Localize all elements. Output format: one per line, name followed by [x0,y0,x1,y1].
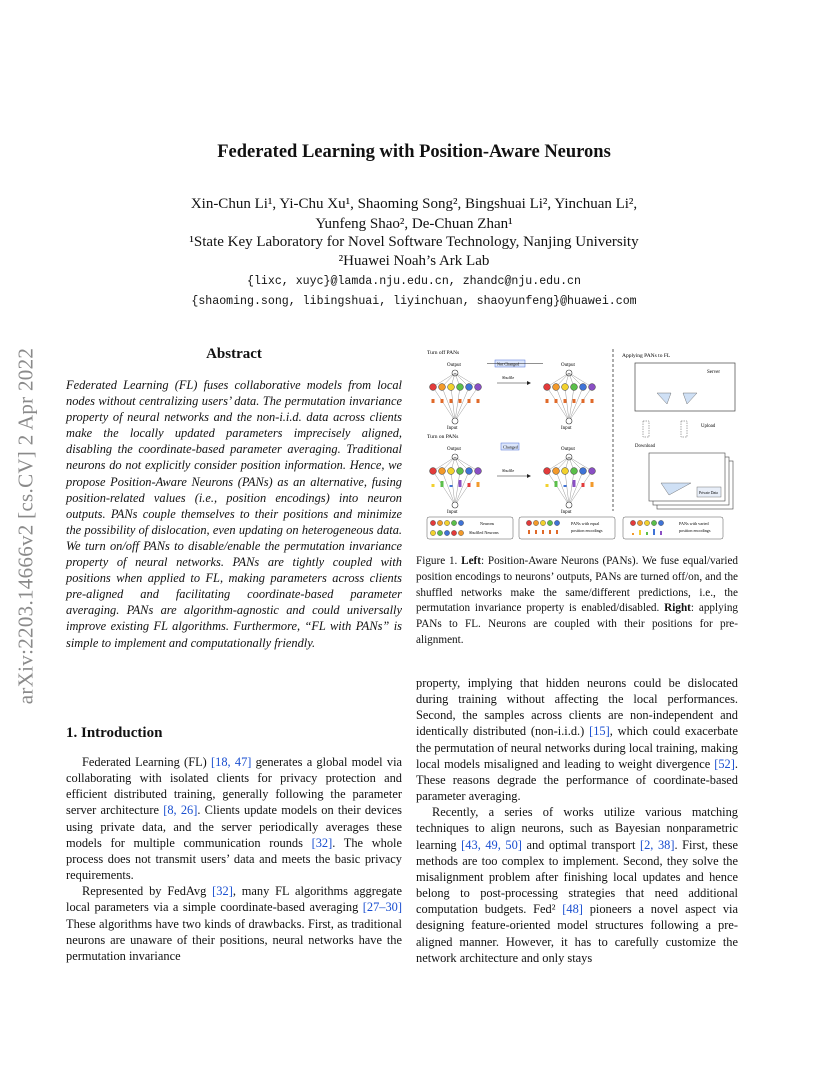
legend-pan-varied-mark [658,520,663,525]
hidden-neuron [562,384,569,391]
legend-equal-bar [542,530,544,534]
right-column-body [416,675,738,966]
legend-varied-bar [653,529,655,535]
hidden-neuron [553,468,560,475]
legend-equal-bar [535,530,537,534]
hidden-neuron [589,384,596,391]
changed-tag: Changed [503,444,518,450]
output-label: Output [447,363,461,368]
input-neuron [452,418,458,424]
intro-paragraph-2: Represented by FedAvg [32], many FL algorithms aggregate local parameters via a simple coordinate-based averaging [27–30] These algorithms have two kinds of drawbacks. First, as traditional neurons are unaware of their positions, neural networks have the permutation invariance [66,884,402,963]
hidden-neuron [457,384,464,391]
citation-link[interactable]: [43, 49, 50] [461,837,522,852]
citation-link[interactable]: [2, 38] [639,837,675,852]
author-list [100,194,728,234]
hidden-neuron [562,468,569,475]
hidden-neuron [571,384,578,391]
hidden-neuron [553,384,560,391]
hidden-neuron [571,468,578,475]
position-encoding-bar [441,481,444,487]
turn-on-label: Turn on PANs [427,434,459,440]
left-column-body [66,754,402,964]
hidden-neuron [457,468,464,475]
legend-pans-equal-2: position encodings [571,528,603,533]
position-encoding-bar [468,483,471,487]
hidden-neuron [466,384,473,391]
legend-pan-equal-mark [533,520,538,525]
legend-varied-bar [660,531,662,535]
citation-link[interactable]: [52] [714,756,735,771]
legend-pan-varied-mark [630,520,635,525]
legend-neuron-mark [451,520,456,525]
output-label: Output [447,447,461,452]
arxiv-sidebar-stamp [8,296,44,756]
citation-link[interactable]: [8, 26] [163,803,198,818]
legend-varied-bar [646,532,648,535]
hidden-neuron [475,384,482,391]
position-encoding-bar [450,485,453,487]
hidden-neuron [439,384,446,391]
hidden-neuron [430,384,437,391]
hidden-neuron [580,384,587,391]
applying-label: Applying PANs to FL [622,353,671,359]
input-neuron [566,418,572,424]
introduction-heading: 1. Introduction [66,725,163,741]
authors-line-1: Xin-Chun Li¹, Yi-Chu Xu¹, Shaoming Song², Bingshuai Li², Yinchuan Li², [190,196,638,212]
position-encoding-bar [582,483,585,487]
legend-neuron-mark [437,520,442,525]
arxiv-id: arXiv:2203.14666v2 [cs.CV] 2 Apr 2022 [13,347,38,705]
citation-link[interactable]: [48] [562,902,583,917]
hidden-neuron [448,468,455,475]
shuffle-label: Shuffle [502,375,515,380]
legend-pan-varied-mark [651,520,656,525]
affiliation-1: ¹State Key Laboratory for Novel Software Technology, Nanjing University [189,234,639,250]
citation-link[interactable]: [32] [311,835,333,850]
turn-off-label: Turn off PANs [427,350,460,356]
authors-line-2: Yunfeng Shao², De-Chuan Zhan¹ [315,216,513,232]
affiliation-2: ²Huawei Noah’s Ark Lab [338,253,490,269]
legend-shuffled-mark [444,530,449,535]
legend-shuffled-mark [458,530,463,535]
legend-neuron-mark [458,520,463,525]
legend-pan-equal-mark [554,520,559,525]
position-encoding-bar [591,482,594,487]
citation-link[interactable]: [32] [212,884,233,899]
email-line-2: {shaoming.song, libingshuai, liyinchuan, shaoyunfeng}@huawei.com [191,295,637,308]
legend-shuffled-mark [437,530,442,535]
position-encoding-bar [468,399,471,403]
output-label: Output [561,447,575,452]
legend-neuron-mark [444,520,449,525]
hidden-neuron [448,384,455,391]
hidden-neuron [475,468,482,475]
legend-shuffled-mark [430,530,435,535]
legend-varied-bar [632,533,634,535]
position-encoding-bar [546,399,549,403]
legend-pan-equal-mark [547,520,552,525]
download-label: Download [635,444,655,449]
position-encoding-bar [555,399,558,403]
abstract-body: Federated Learning (FL) fuses collaborative models from local nodes without centralizing users’ data. The permutation invariance property of neural networks and the non-i.i.d. data across clients make the locally updated parameters imprecisely aligned, disabling the coordinate-based parameter averaging. Traditional neurons do not explicitly consider position information. Hence, we propose Position-Aware Neurons (PANs) as an alternative, fusing position-related values (i.e., position encodings) into neuron outputs. PANs couple themselves to their positions and minimize the possibility of dislocation, even updating on heterogeneous data. We turn on/off PANs to disable/enable the permutation invariance property of neural networks. PANs are tightly coupled with positions when applied to FL, making parameters across clients pre-aligned and facilitating coordinate-based parameter averaging. PANs are algorithm-agnostic and could universally improve existing FL algorithms. Furthermore, “FL with PANs” is simple to implement and computationally friendly. [66,378,402,650]
private-data-label: Private Data [699,491,718,495]
legend-neurons: Neurons [480,521,495,526]
legend-equal-bar [556,530,558,534]
position-encoding-bar [546,484,549,487]
legend-shuffled-mark [451,530,456,535]
position-encoding-bar [591,399,594,403]
input-neuron [566,502,572,508]
hidden-neuron [544,468,551,475]
intro-paragraph-3: property, implying that hidden neurons could be dislocated during training without affecting the local performances. Second, the samples across clients are non-independent and identically distributed (non-i.i.d.) [15], which could exacerbate the permutation of neural networks during local training, making local models misaligned and leading to weight divergence [52]. These reasons degrade the performance of coordinate-based parameter averaging. [416,676,738,804]
input-label: Input [561,510,572,515]
email-line-1: {lixc, xuyc}@lamda.nju.edu.cn, zhandc@nju.edu.cn [247,275,581,288]
position-encoding-bar [432,484,435,487]
legend-shuffled-neurons: Shuffled Neurons [469,530,499,535]
position-encoding-bar [564,485,567,487]
legend-varied-bar [639,530,641,535]
input-label: Input [447,510,458,515]
position-encoding-bar [564,399,567,403]
figure-1-diagram [425,345,743,541]
position-encoding-bar [450,399,453,403]
input-neuron [452,502,458,508]
citation-link[interactable]: [18, 47] [211,755,252,769]
hidden-neuron [430,468,437,475]
figure-caption: Figure 1. Left: Position-Aware Neurons (PANs). We fuse equal/varied position encodings to neurons’ outputs, PANs are turned off/on, and the shuffled networks make the same/different predictions, i.e., the permutation invariance property is enabled/disabled. Right: applying PANs to FL. Neurons are coupled with their positions for pre-alignment. [416,555,739,646]
legend-pans-varied-1: PANs with varied [679,521,709,526]
position-encoding-bar [459,399,462,403]
upload-label: Upload [701,424,716,429]
intro-paragraph-1: Federated Learning (FL) [18, 47] generates a global model via collaborating with isolated clients for privacy protection and efficient distributed training, generally following the parameter server architecture [8, 26]. Clients update models on their devices using private data, and the server periodically averages these models for multiple communication rounds [32]. The whole process does not transmit users’ data and meets the basic privacy requirements. [66,755,403,883]
legend-pans-equal-1: PANs with equal [571,521,600,526]
position-encoding-bar [555,481,558,487]
position-encoding-bar [432,399,435,403]
legend-pan-equal-mark [540,520,545,525]
hidden-neuron [544,384,551,391]
intro-paragraph-4: Recently, a series of works utilize various matching techniques to align neurons, such as Bayesian nonparametric learning [43, 49, 50] and optimal transport [2, 38]. First, these methods are too complex to implement. Second, they solve the misalignment problem after finishing local updates and hence belong to post-processing strategies that need additional computation budgets. Fed² [48] pioneers a novel aspect via designing feature-oriented model structures following a pre-aligned manner. However, it has to carefully customize the network architecture and only stays [416,805,738,965]
position-encoding-bar [477,399,480,403]
input-label: Input [447,426,458,431]
citation-link[interactable]: [15] [589,724,610,739]
position-encoding-bar [573,480,576,487]
legend-pans-varied-2: position encodings [679,528,711,533]
input-label: Input [561,426,572,431]
server-label: Server [707,370,721,375]
position-encoding-bar [477,482,480,487]
hidden-neuron [439,468,446,475]
emails [100,272,728,312]
output-label: Output [561,363,575,368]
hidden-neuron [580,468,587,475]
not-changed-tag: Not Changed [497,361,520,367]
hidden-neuron [466,468,473,475]
paper-title: Federated Learning with Position-Aware Neurons [217,142,611,162]
legend-pan-equal-mark [526,520,531,525]
legend-pan-varied-mark [637,520,642,525]
hidden-neuron [589,468,596,475]
position-encoding-bar [582,399,585,403]
affiliations [100,233,728,271]
shuffle-label: Shuffle [502,468,515,473]
position-encoding-bar [441,399,444,403]
legend-equal-bar [549,530,551,534]
position-encoding-bar [573,399,576,403]
abstract-heading: Abstract [206,346,262,362]
citation-link[interactable]: [27–30] [362,900,402,915]
legend-neuron-mark [430,520,435,525]
legend-pan-varied-mark [644,520,649,525]
position-encoding-bar [459,480,462,487]
legend-equal-bar [528,530,530,534]
